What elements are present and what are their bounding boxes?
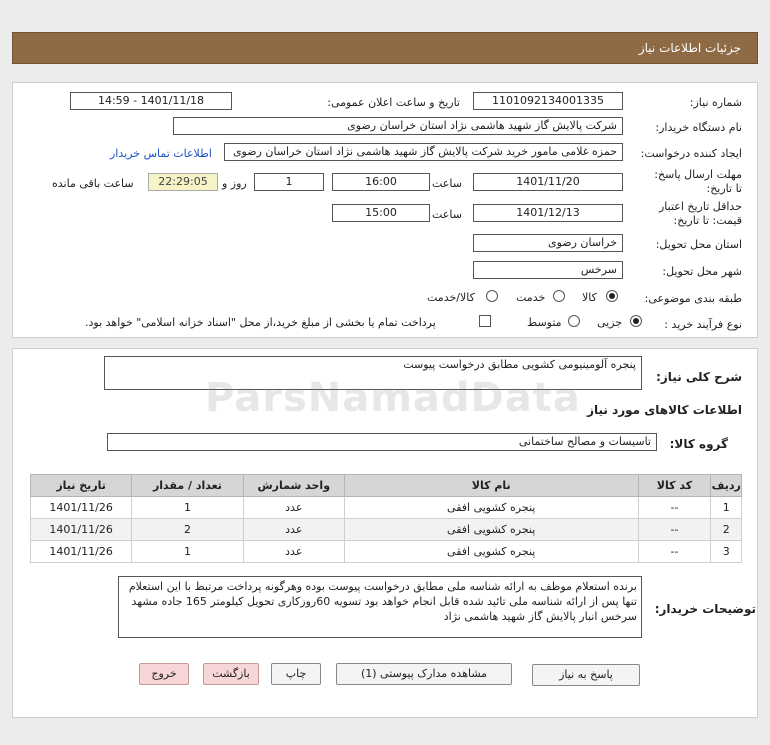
exit-button[interactable]: خروج (139, 663, 189, 685)
cell-row: 3 (711, 541, 742, 563)
table-header-row (31, 475, 742, 497)
reply-button[interactable]: پاسخ به نیاز (532, 664, 640, 686)
summary-label: شرح کلی نیاز: (656, 370, 742, 384)
category-radio-service[interactable] (553, 290, 565, 302)
process-option-medium: متوسط (527, 316, 562, 329)
cell-unit: عدد (243, 519, 344, 541)
validity-time-field[interactable]: 15:00 (332, 204, 430, 222)
col-row-header: ردیف (711, 475, 742, 497)
days-field[interactable]: 1 (254, 173, 324, 191)
back-button[interactable]: بازگشت (203, 663, 259, 685)
deadline-label: مهلت ارسال پاسخ: تا تاریخ: (654, 168, 742, 195)
category-option-goods: کالا (582, 291, 597, 304)
remaining-time-label: ساعت باقی مانده (52, 177, 134, 190)
table-row[interactable] (31, 541, 742, 563)
cell-date: 1401/11/26 (31, 541, 132, 563)
goods-group-field[interactable]: تاسیسات و مصالح ساختمانی (107, 433, 657, 451)
goods-group-label: گروه کالا: (669, 437, 728, 451)
page-title: جزئیات اطلاعات نیاز (638, 41, 741, 55)
cell-row: 1 (711, 497, 742, 519)
process-label: نوع فرآیند خرید : (664, 318, 742, 331)
summary-field[interactable]: پنجره آلومینیومی کشویی مطابق درخواست پیوست (104, 356, 642, 390)
remaining-time-field: 22:29:05 (148, 173, 218, 191)
buyer-contact-link[interactable]: اطلاعات تماس خریدار (110, 147, 212, 160)
cell-row: 2 (711, 519, 742, 541)
treasury-payment-checkbox[interactable] (479, 315, 491, 327)
validity-time-label: ساعت (432, 208, 462, 221)
page-header (12, 32, 758, 64)
deadline-time-field[interactable]: 16:00 (332, 173, 430, 191)
cell-unit: عدد (243, 497, 344, 519)
cell-code: -- (638, 519, 711, 541)
category-option-goods-service: کالا/خدمت (427, 291, 475, 304)
items-table (30, 474, 742, 563)
buyer-notes-label: توضیحات خریدار: (654, 602, 756, 616)
cell-name: پنجره کشویی افقی (344, 541, 638, 563)
days-label: روز و (222, 177, 247, 190)
process-radio-minor[interactable] (630, 315, 642, 327)
need-number-field[interactable]: 1101092134001335 (473, 92, 623, 110)
cell-qty: 2 (132, 519, 243, 541)
table-row[interactable] (31, 519, 742, 541)
col-code-header: کد کالا (638, 475, 711, 497)
cell-code: -- (638, 541, 711, 563)
buyer-org-field[interactable]: شرکت پالایش گاز شهید هاشمی نژاد استان خراسان رضوی (173, 117, 623, 135)
province-label: استان محل تحویل: (655, 238, 742, 251)
city-field[interactable]: سرخس (473, 261, 623, 279)
requester-field[interactable]: حمزه غلامی مامور خرید شرکت پالایش گاز شهید هاشمی نژاد استان خراسان رضوی (224, 143, 623, 161)
watermark: ParsNamadData (205, 375, 581, 421)
validity-date-field[interactable]: 1401/12/13 (473, 204, 623, 222)
category-radio-goods[interactable] (606, 290, 618, 302)
category-label: طبقه بندی موضوعی: (644, 292, 742, 305)
requester-label: ایجاد کننده درخواست: (640, 147, 742, 160)
col-qty-header: تعداد / مقدار (132, 475, 243, 497)
cell-name: پنجره کشویی افقی (344, 519, 638, 541)
process-option-minor: جزیی (597, 316, 623, 329)
table-row[interactable] (31, 497, 742, 519)
cell-unit: عدد (243, 541, 344, 563)
need-number-label: شماره نیاز: (689, 96, 742, 109)
announce-datetime-label: تاریخ و ساعت اعلان عمومی: (327, 96, 460, 109)
category-option-service: خدمت (516, 291, 546, 304)
announce-datetime-field[interactable]: 1401/11/18 - 14:59 (70, 92, 232, 110)
city-label: شهر محل تحویل: (662, 265, 742, 278)
process-radio-medium[interactable] (568, 315, 580, 327)
col-name-header: نام کالا (344, 475, 638, 497)
cell-date: 1401/11/26 (31, 519, 132, 541)
col-unit-header: واحد شمارش (243, 475, 344, 497)
cell-name: پنجره کشویی افقی (344, 497, 638, 519)
category-radio-goods-service[interactable] (486, 290, 498, 302)
goods-info-title: اطلاعات کالاهای مورد نیاز (587, 403, 742, 417)
province-field[interactable]: خراسان رضوی (473, 234, 623, 252)
buyer-org-label: نام دستگاه خریدار: (655, 121, 742, 134)
deadline-date-field[interactable]: 1401/11/20 (473, 173, 623, 191)
cell-qty: 1 (132, 497, 243, 519)
col-date-header: تاریخ نیاز (31, 475, 132, 497)
cell-date: 1401/11/26 (31, 497, 132, 519)
deadline-time-label: ساعت (432, 177, 462, 190)
cell-qty: 1 (132, 541, 243, 563)
print-button[interactable]: چاپ (271, 663, 321, 685)
cell-code: -- (638, 497, 711, 519)
attachments-button[interactable]: مشاهده مدارک پیوستی (1) (336, 663, 512, 685)
treasury-payment-note: پرداخت تمام یا بخشی از مبلغ خرید،از محل "اسناد خزانه اسلامی" خواهد بود. (85, 316, 436, 329)
buyer-notes-field[interactable]: برنده استعلام موظف به ارائه شناسه ملی مطابق درخواست پیوست بوده وهرگونه پرداخت مرتبط با این استعلام تنها پس از ارائه شناسه ملی تائید شده قابل انجام خواهد بود تسویه 60روزکاری تحویل کیلومتر 165 جاده مشهد سرخس انبار پالایش گاز شهید هاشمی نژاد (118, 576, 642, 638)
validity-label: حداقل تاریخ اعتبار قیمت: تا تاریخ: (658, 200, 742, 227)
